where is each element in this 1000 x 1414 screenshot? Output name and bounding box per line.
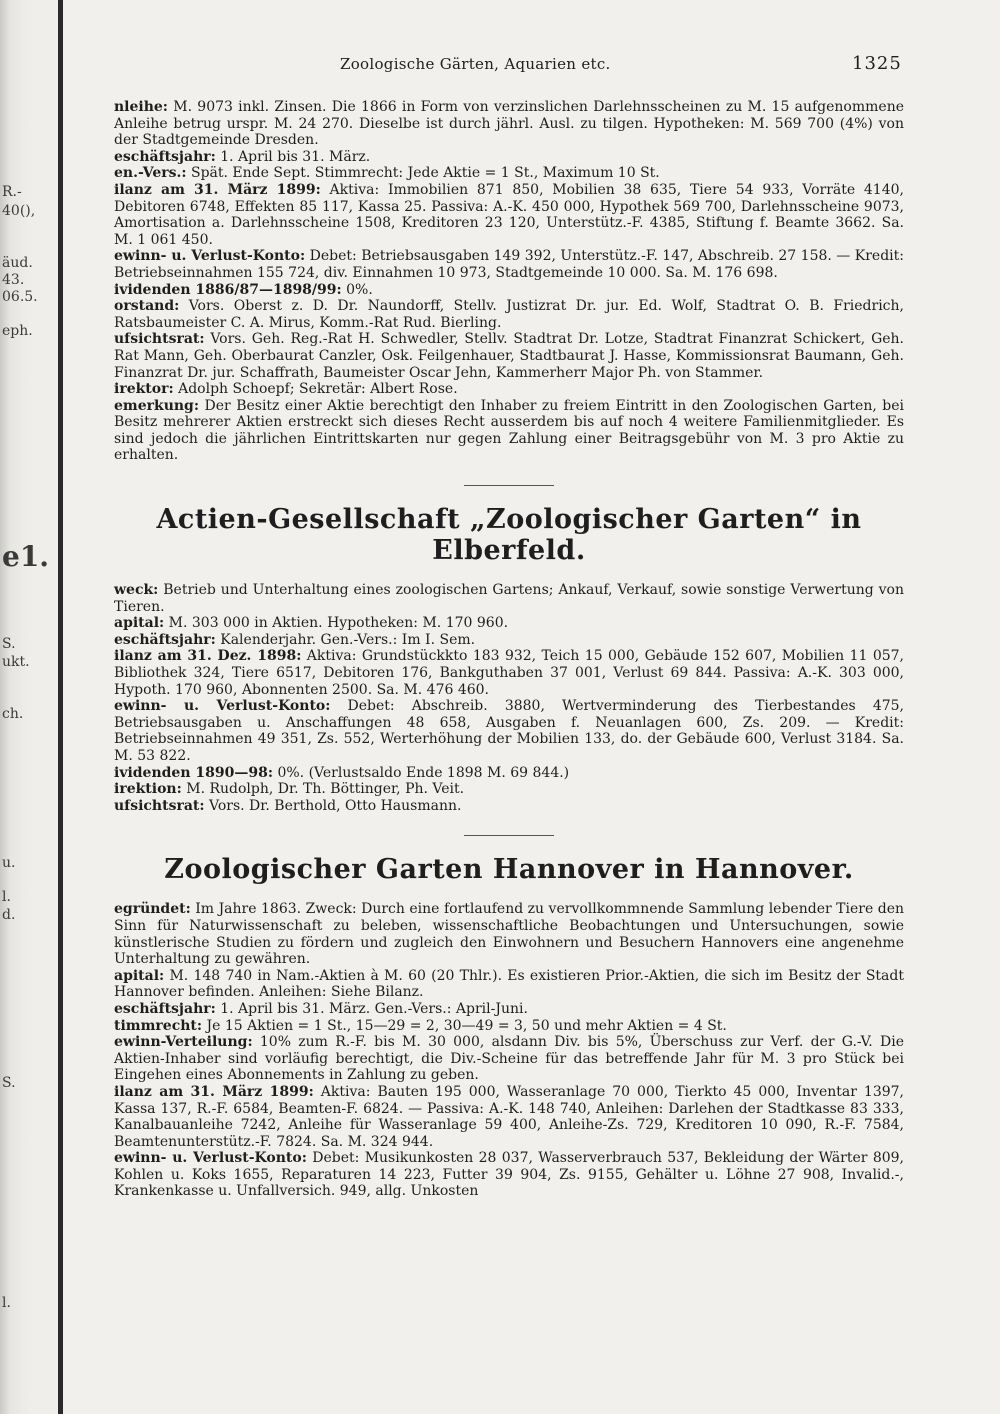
margin-fragment: ukt. [2, 654, 30, 670]
margin-fragment: 06.5. [2, 289, 38, 305]
entry-gewinn-verteilung: ewinn-Verteilung: 10% zum R.-F. bis M. 30 000, alsdann Div. bis 5%, Überschuss zur Verf. der G.-V. Die Aktien-Inhaber sind vorläufig berechtigt, die Div.-Scheine für das betreffende Jahr für M. 3 pro Stück bei Eingehen eines Abonnements in Zahlung zu geben. [114, 1034, 904, 1084]
entry-gen-vers: en.-Vers.: Spät. Ende Sept. Stimmrecht: Jede Aktie = 1 St., Maximum 10 St. [114, 165, 660, 182]
margin-fragment: eph. [2, 323, 33, 339]
margin-fragment: 40(), [2, 203, 36, 219]
entry-kapital: apital: M. 303 000 in Aktien. Hypotheken: M. 170 960. [114, 615, 509, 632]
entry-bilanz: ilanz am 31. März 1899: Aktiva: Immobilien 871 850, Mobilien 38 635, Tiere 54 933, Vorräte 4140, Debitoren 6748, Effekten 85 117, Kassa 25. Passiva: A.-K. 450 000, Hypothek 569 700, Darlehnsscheine 9073, Amortisation a. Darlehnsscheine 1508, Kreditoren 23 120, Unterstütz.-F. 4385, Stiftung f. Beamte 3662. Sa. M. 1 061 450. [114, 181, 904, 248]
margin-fragment: 43. [2, 272, 25, 288]
entry-kapital: apital: M. 148 740 in Nam.-Aktien à M. 60 (20 Thlr.). Es existieren Prior.-Aktien, die sich im Besitz der Stadt Hannover befinden. Anleihen: Siehe Bilanz. [114, 967, 904, 1001]
entry-bilanz: ilanz am 31. März 1899: Aktiva: Bauten 195 000, Wasseranlage 70 000, Tierkto 45 000, Inventar 1397, Kassa 137, R.-F. 6584, Beamten-F. 6824. — Passiva: A.-K. 148 740, Anleihen: Darlehen der Stadtkasse 83 333, Kanalbauanleihe 7242, Anleihe für Wasseranlage 59 400, Anleihe-Zs. 729, Kreditoren 10 090, R.-F. 7584, Beamtenunterstütz.-F. 7824. Sa. M. 324 944. [114, 1083, 905, 1150]
page-number: 1325 [852, 53, 902, 74]
entry-dividenden: ividenden 1890—98: 0%. (Verlustsaldo Ende 1898 M. 69 844.) [114, 764, 570, 781]
running-header [0, 55, 1000, 79]
entry-direktor: irektor: Adolph Schoepf; Sekretär: Albert Rose. [114, 381, 458, 398]
entry-gewinn-verlust: ewinn- u. Verlust-Konto: Debet: Musikunkosten 28 037, Wasserverbrauch 537, Bekleidung der Wärter 809, Kohlen u. Koks 1655, Reparaturen 14 223, Futter 39 904, Zs. 9155, Gehälter u. Löhne 27 908, Invalid.-, Krankenkasse u. Unfallversich. 949, allg. Unkosten [114, 1150, 904, 1200]
entry-gewinn-verlust: ewinn- u. Verlust-Konto: Debet: Abschreib. 3880, Wertverminderung des Tierbestandes 475, Betriebsausgaben u. Anschaffungen 48 658, Ausgaben f. Neuanlagen 600, Zs. 209. — Kredit: Betriebseinnahmen 49 351, Zs. 552, Werterhöhung der Mobilien 133, do. der Gebäude 600, Verlust 3184. Sa. M. 53 822. [114, 698, 904, 764]
margin-fragment: S. [2, 1075, 16, 1091]
margin-fragment: d. [2, 907, 16, 923]
section-title-elberfeld: Actien-Gesellschaft „Zoologischer Garten“ in Elberfeld. [156, 504, 862, 567]
entry-vorstand: orstand: Vors. Oberst z. D. Dr. Naundorff, Stellv. Justizrat Dr. jur. Ed. Wolf, Stadtrat O. B. Friedrich, Ratsbaumeister C. A. Mirus, Komm.-Rat Rud. Bierling. [114, 298, 904, 331]
margin-fragment: u. [2, 855, 16, 871]
entry-anleihe: nleihe: M. 9073 inkl. Zinsen. Die 1866 in Form von verzinslichen Darlehnsscheinen zu M. 15 aufgenommene Anleihe betrug urspr. M. 24 270. Dieselbe ist durch jährl. Ausl. zu tilgen. Hypotheken: M. 569 700 (4%) von der Stadtgemeinde Dresden. [114, 99, 904, 149]
entry-geschaeftsjahr: eschäftsjahr: Kalenderjahr. Gen.-Vers.: Im I. Sem. [114, 631, 476, 648]
section-elberfeld [114, 504, 904, 814]
section-divider [464, 835, 554, 836]
running-title: Zoologische Gärten, Aquarien etc. [340, 55, 611, 73]
binding-shadow [58, 0, 63, 1414]
margin-fragment: R.- [2, 184, 22, 200]
page-content [114, 99, 904, 1200]
entry-zweck: weck: Betrieb und Unterhaltung eines zoologischen Gartens; Ankauf, Verkauf, sowie sonstige Verwertung von Tieren. [114, 582, 904, 615]
section-dresden-continued [114, 99, 904, 464]
entry-direktion: irektion: M. Rudolph, Dr. Th. Böttinger, Ph. Veit. [114, 781, 465, 798]
entry-aufsichtsrat: ufsichtsrat: Vors. Dr. Berthold, Otto Hausmann. [114, 797, 462, 814]
entry-geschaeftsjahr: eschäftsjahr: 1. April bis 31. März. [114, 148, 371, 165]
section-title-hannover: Zoologischer Garten Hannover in Hannover. [164, 854, 854, 886]
entry-bilanz: ilanz am 31. Dez. 1898: Aktiva: Grundstückkto 183 932, Teich 15 000, Gebäude 152 607, Mobilien 11 057, Bibliothek 324, Tiere 6517, Debitoren 176, Bankguthaben 37 001, Verlust 69 844. Passiva: A.-K. 303 000, Hypoth. 170 960, Abonnenten 2500. Sa. M. 476 460. [114, 648, 904, 698]
margin-fragment: l. [2, 889, 11, 905]
margin-fragment: l. [2, 1295, 11, 1311]
margin-fragment: S. [2, 636, 16, 652]
entry-gegruendet: egründet: Im Jahre 1863. Zweck: Durch eine fortlaufend zu vervollkommnende Sammlung lebender Tiere den Sinn für Naturwissenschaft zu beleben, wissenschaftliche Beobachtungen und Untersuchungen, sowie künstlerische Studien zu fördern und zugleich den Einwohnern und Besuchern Hannovers eine angenehme Unterhaltung zu gewähren. [114, 901, 905, 968]
section-hannover [114, 854, 904, 1200]
entry-aufsichtsrat: ufsichtsrat: Vors. Geh. Reg.-Rat H. Schwedler, Stellv. Stadtrat Dr. Lotze, Stadtrat Finanzrat Schickert, Geh. Rat Mann, Geh. Oberbaurat Canzler, Osk. Feilgenhauer, Stadtbaurat J. Hasse, Kommissionsrat Baumann, Geh. Finanzrat Dr. jur. Schaffrath, Baumeister Oscar Jehn, Kammerherr Major Ph. von Stammer. [114, 331, 905, 381]
margin-fragment: ch. [2, 706, 24, 722]
section-divider [464, 485, 554, 486]
entry-dividenden: ividenden 1886/87—1898/99: 0%. [114, 281, 373, 298]
margin-fragment: äud. [2, 255, 33, 271]
entry-stimmrecht: timmrecht: Je 15 Aktien = 1 St., 15—29 = 2, 30—49 = 3, 50 und mehr Aktien = 4 St. [114, 1017, 727, 1034]
entry-bemerkung: emerkung: Der Besitz einer Aktie berechtigt den Inhaber zu freiem Eintritt in den Zoologischen Garten, bei Besitz mehrerer Aktien erstreckt sich dieses Recht ausserdem bis auf noch 4 weitere Familienmitglieder. Es sind jedoch die jährlichen Eintrittskarten nur gegen Zahlung einer Beitragsgebühr von M. 3 pro Aktie zu erhalten. [114, 397, 905, 464]
margin-fragment: e1. [2, 540, 50, 573]
entry-geschaeftsjahr: eschäftsjahr: 1. April bis 31. März. Gen.-Vers.: April-Juni. [114, 1000, 528, 1017]
entry-gewinn-verlust: ewinn- u. Verlust-Konto: Debet: Betriebsausgaben 149 392, Unterstütz.-F. 147, Abschreib. 27 158. — Kredit: Betriebseinnahmen 155 724, div. Einnahmen 10 973, Stadtgemeinde 10 000. Sa. M. 176 698. [114, 248, 904, 281]
